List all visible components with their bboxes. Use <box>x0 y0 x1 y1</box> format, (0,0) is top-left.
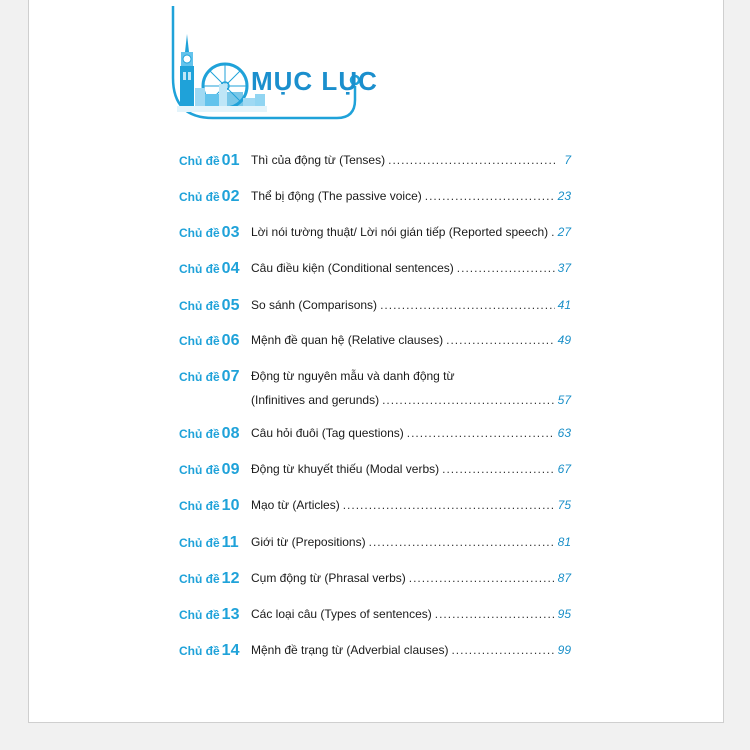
chapter-number: 01 <box>221 152 240 169</box>
chapter-label <box>179 425 239 443</box>
dot-leader <box>446 333 555 347</box>
toc-entry-title <box>251 225 555 239</box>
page-number: 7 <box>564 153 571 167</box>
chapter-word: Chủ đề <box>179 608 220 622</box>
chapter-number: 05 <box>221 297 240 314</box>
page-number: 87 <box>557 571 571 585</box>
chapter-word: Chủ đề <box>179 334 220 348</box>
chapter-label <box>179 152 239 170</box>
toc-entry-title <box>251 189 555 203</box>
page-number: 63 <box>557 426 571 440</box>
chapter-word: Chủ đề <box>179 536 220 550</box>
chapter-label <box>179 297 239 315</box>
dot-leader <box>369 535 555 549</box>
chapter-number: 03 <box>221 224 240 241</box>
toc-title-text: Mạo từ (Articles) <box>251 498 340 512</box>
toc-entry-title <box>251 643 555 657</box>
chapter-label <box>179 642 239 660</box>
chapter-label <box>179 497 239 515</box>
chapter-number: 11 <box>221 534 239 551</box>
chapter-number: 08 <box>221 425 240 442</box>
toc-title-text: Động từ nguyên mẫu và danh động từ <box>251 369 455 383</box>
chapter-word: Chủ đề <box>179 190 220 204</box>
dot-leader <box>435 607 555 621</box>
page-number: 49 <box>557 333 571 347</box>
book-page <box>28 0 724 723</box>
toc-entry-title <box>251 607 555 621</box>
toc-title-text: Câu điều kiện (Conditional sentences) <box>251 261 454 275</box>
dot-leader <box>425 189 555 203</box>
chapter-word: Chủ đề <box>179 226 220 240</box>
chapter-label <box>179 188 239 206</box>
chapter-number: 06 <box>221 332 240 349</box>
toc-title-text: Thì của động từ (Tenses) <box>251 153 386 167</box>
dot-leader <box>451 643 555 657</box>
toc-entry-title <box>251 571 555 585</box>
dot-leader <box>388 153 555 167</box>
toc-title-text: Cụm động từ (Phrasal verbs) <box>251 571 406 585</box>
toc-entry-title <box>251 535 555 549</box>
toc-entry-title <box>251 333 555 347</box>
chapter-label <box>179 224 239 242</box>
toc-title-text: Các loại câu (Types of sentences) <box>251 607 432 621</box>
toc-entry-title <box>251 298 555 312</box>
dot-leader <box>407 426 555 440</box>
toc-entry-title <box>251 369 555 383</box>
toc-entry-title <box>251 498 555 512</box>
page-number: 67 <box>557 462 571 476</box>
toc-entry-title <box>251 393 555 407</box>
page-number: 57 <box>557 393 571 407</box>
chapter-number: 07 <box>221 368 240 385</box>
page-number: 99 <box>557 643 571 657</box>
chapter-number: 04 <box>221 260 240 277</box>
chapter-label <box>179 606 239 624</box>
dot-leader <box>343 498 555 512</box>
toc-title-text: Lời nói tường thuật/ Lời nói gián tiếp (Reported speech) <box>251 225 549 239</box>
table-of-contents <box>29 0 723 722</box>
chapter-label <box>179 570 239 588</box>
chapter-label <box>179 368 239 386</box>
toc-entry-title <box>251 462 555 476</box>
dot-leader <box>382 393 555 407</box>
chapter-number: 14 <box>221 642 240 659</box>
page-number: 81 <box>557 535 571 549</box>
toc-title-text: (Infinitives and gerunds) <box>251 393 380 407</box>
toc-entry-title <box>251 153 555 167</box>
chapter-word: Chủ đề <box>179 463 220 477</box>
page-number: 27 <box>557 225 571 239</box>
toc-entry-title <box>251 261 555 275</box>
page-number: 37 <box>557 261 571 275</box>
dot-leader <box>380 298 555 312</box>
toc-title-text: So sánh (Comparisons) <box>251 298 378 312</box>
chapter-label <box>179 260 239 278</box>
chapter-word: Chủ đề <box>179 370 220 384</box>
chapter-word: Chủ đề <box>179 427 220 441</box>
chapter-word: Chủ đề <box>179 644 220 658</box>
page-number: 23 <box>557 189 571 203</box>
chapter-number: 10 <box>221 497 240 514</box>
chapter-word: Chủ đề <box>179 572 220 586</box>
toc-title-text: Mệnh đề quan hệ (Relative clauses) <box>251 333 444 347</box>
page-number: 75 <box>557 498 571 512</box>
chapter-number: 02 <box>221 188 240 205</box>
chapter-number: 12 <box>221 570 240 587</box>
dot-leader <box>442 462 555 476</box>
toc-title-text: Mệnh đề trạng từ (Adverbial clauses) <box>251 643 449 657</box>
chapter-label <box>179 534 239 552</box>
toc-title-text: Động từ khuyết thiếu (Modal verbs) <box>251 462 440 476</box>
chapter-word: Chủ đề <box>179 262 220 276</box>
chapter-word: Chủ đề <box>179 299 220 313</box>
chapter-word: Chủ đề <box>179 154 220 168</box>
dot-leader <box>409 571 555 585</box>
toc-title-text: Thể bị động (The passive voice) <box>251 189 422 203</box>
page-number: 41 <box>557 298 571 312</box>
chapter-number: 13 <box>221 606 240 623</box>
chapter-number: 09 <box>221 461 240 478</box>
chapter-label <box>179 461 239 479</box>
toc-title-text: Câu hỏi đuôi (Tag questions) <box>251 426 404 440</box>
chapter-label <box>179 332 239 350</box>
toc-title-text: Giới từ (Prepositions) <box>251 535 366 549</box>
page-number: 95 <box>557 607 571 621</box>
chapter-word: Chủ đề <box>179 499 220 513</box>
page-title: MỤC LỤC <box>251 66 378 96</box>
toc-entry-title <box>251 426 555 440</box>
